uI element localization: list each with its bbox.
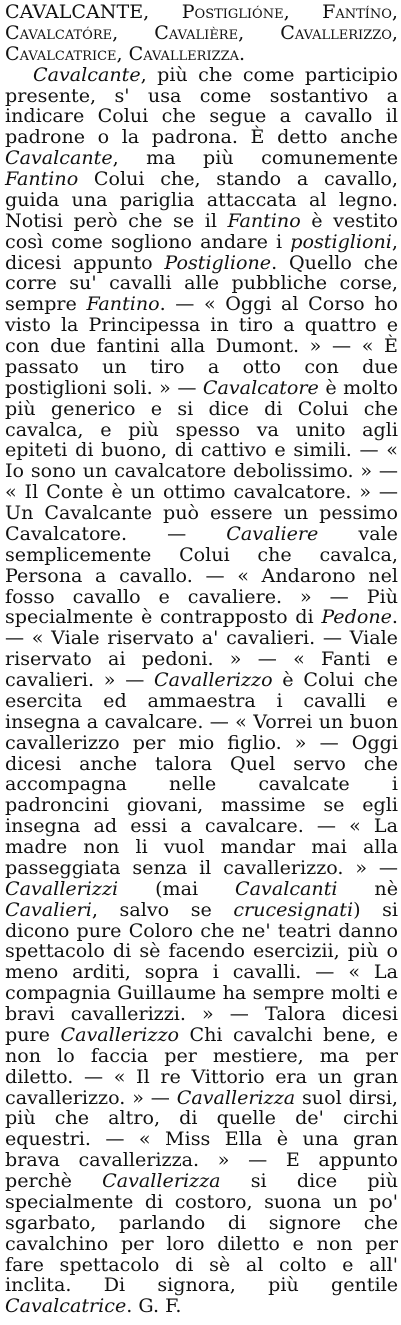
italic-term: Cavalcante [33,62,141,86]
italic-term: Cavalieri [5,897,92,921]
body-run: vale semplicemente Colui che cavalca, Persona a cavallo. — « Andarono nel fosso cavallo e cavaliere. » — Più specialmente è contrapposto di [5,521,398,629]
body-run: , ma più comunemente [112,146,398,170]
italic-term: Cavaliere [226,521,319,545]
italic-term: Fantino [227,208,301,232]
entry-heading [5,2,398,65]
body-run: suol dirsi, più che altro, di quelle de' circhi equestri. — « Miss Ella è una gran brava cavallerizza. » — E appunto perchè [5,1085,398,1192]
body-run: è molto più generico e si dice di Colui che cavalca, e più spesso va unito agli epiteti di buono, di cattivo e simili. — « Io sono un cavalcatore debolissimo. » — « Il Conte è un ottimo cavalcatore. » — Un Cavalcante può essere un pessimo Cavalcatore. — [5,375,398,545]
body-run: è vestito così come sogliono andare i [5,208,398,253]
body-run: . — « Viale riservato a' cavalieri. — Viale riservato ai pedoni. » — « Fanti e cavalieri. » — [5,605,398,691]
italic-term: Cavallerizzi [5,876,119,900]
italic-term: Cavalcanti [235,876,338,900]
italic-term: Cavalcatrice [5,1294,127,1318]
body-run: , dicesi appunto [5,229,398,274]
body-run: ) si dicono pure Coloro che ne' teatri danno spettacolo di sè facendo esercizii, più o meno arditi, sopra i cavalli. — « La compagnia Guillaume ha sempre molti e bravi cavallerizzi. » — Talora dicesi pure [5,897,398,1046]
body-run: . Quello che corre su' cavalli alle pubbliche corse, sempre [5,250,398,316]
body-run: (mai [118,876,236,900]
italic-term: Cavallerizza [176,1085,296,1109]
italic-term: Fantino [5,167,79,190]
body-run: si dice più specialmente di costoro, suona un po' sgarbato, parlando di signore che cavalchino per loro diletto e non per fare spettacolo di sè al colto e all' inclita. Di signora, più gentile [5,1169,398,1297]
italic-term: Cavallerizzo [154,668,273,691]
body-run: . — « Oggi al Corso ho visto la Principessa in tiro a quattro e con due fantini alla Dumont. » — « È passato un tiro a otto con due postiglioni soli. » — [5,292,398,399]
italic-term: postiglioni [290,229,392,253]
italic-term: Cavallerizza [102,1169,221,1192]
italic-term: Cavalcante [5,146,113,170]
italic-term: Cavalcatore [202,375,319,399]
italic-term: Pedone [321,605,392,629]
body-run: , più che come participio presente, s' usa come sostantivo a indicare Colui che segue a cavallo il padrone o la padrona. È detto anche [5,62,398,149]
body-run: è Colui che esercita ed ammaestra i cavalli e insegna a cavalcare. — « Vorrei un buon cavallerizzo per mio figlio. » — Oggi dicesi anche talora Quel servo che accompagna nelle cavalcate i padroncini giovani, massime se egli insegna ad essi a cavalcare. — « La madre non li vuol mandar mai alla passeggiata senza il cavallerizzo. » — [5,668,398,879]
body-run: . G. F. [126,1294,182,1318]
entry-body [5,62,399,1318]
italic-term: crucesignati [233,897,354,921]
italic-term: Postiglione [164,250,272,274]
entry-variants: Postiglióne, Fantíno, Cavalcatóre, Cavalière, Cavallerizzo, Cavalcatrice, Cavallerizza. [5,0,398,65]
entry-headword: CAVALCANTE, [5,0,150,23]
body-run: nè [337,876,399,900]
italic-term: Fantino [86,292,160,316]
body-run: Chi cavalchi bene, e non lo faccia per mestiere, ma per diletto. — « Il re Vittorio era un gran cavallerizzo. » — [5,1022,398,1109]
body-run: , salvo se [91,897,234,921]
body-run: Colui che, stando a cavallo, guida una pariglia attaccata al legno. Notisi però che se il [5,167,398,232]
italic-term: Cavallerizzo [60,1022,179,1046]
